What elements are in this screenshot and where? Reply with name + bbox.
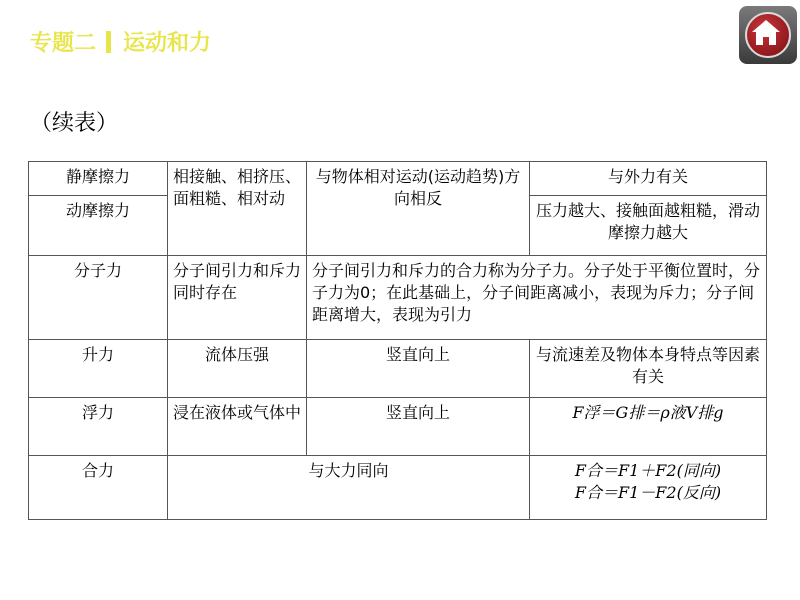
cell-condition: 流体压强 xyxy=(168,340,307,398)
table-row-static-friction xyxy=(29,162,767,196)
cell-force-name: 升力 xyxy=(29,340,168,398)
formula-opposite-direction: F合＝F1－F2(反向) xyxy=(574,483,722,502)
cell-magnitude: 压力越大、接触面越粗糙，滑动摩擦力越大 xyxy=(530,196,767,256)
table-row-buoyancy xyxy=(29,398,767,456)
cell-formula: F浮＝G排＝ρ液V排g xyxy=(530,398,767,456)
table-row-molecular-force xyxy=(29,256,767,340)
home-button[interactable] xyxy=(739,6,797,64)
cell-direction: 与物体相对运动(运动趋势)方向相反 xyxy=(307,162,530,256)
cell-magnitude: 与外力有关 xyxy=(530,162,767,196)
cell-condition: 浸在液体或气体中 xyxy=(168,398,307,456)
formula-same-direction: F合＝F1＋F2(同向) xyxy=(574,461,722,480)
topic-title: 运动和力 xyxy=(123,31,212,56)
cell-force-name: 合力 xyxy=(29,456,168,520)
home-icon xyxy=(749,16,783,50)
cell-force-name: 浮力 xyxy=(29,398,168,456)
cell-direction: 竖直向上 xyxy=(307,398,530,456)
cell-condition: 相接触、相挤压、面粗糙、相对动 xyxy=(168,162,307,256)
table-row-resultant-force xyxy=(29,456,767,520)
header-divider xyxy=(106,31,111,53)
cell-direction: 与大力同向 xyxy=(168,456,530,520)
cell-force-name: 动摩擦力 xyxy=(29,196,168,256)
cell-condition: 分子间引力和斥力同时存在 xyxy=(168,256,307,340)
table-subtitle: （续表） xyxy=(30,111,119,136)
force-comparison-table xyxy=(28,161,767,520)
cell-formula-pair xyxy=(530,456,767,520)
cell-force-name: 静摩擦力 xyxy=(29,162,168,196)
cell-magnitude: 与流速差及物体本身特点等因素有关 xyxy=(530,340,767,398)
cell-description: 分子间引力和斥力的合力称为分子力。分子处于平衡位置时，分子力为0；在此基础上，分子间距离减小，表现为斥力；分子间距离增大，表现为引力 xyxy=(307,256,767,340)
cell-direction: 竖直向上 xyxy=(307,340,530,398)
table-row-lift xyxy=(29,340,767,398)
cell-force-name: 分子力 xyxy=(29,256,168,340)
slide-header xyxy=(30,26,211,57)
topic-label: 专题二 xyxy=(30,31,97,56)
